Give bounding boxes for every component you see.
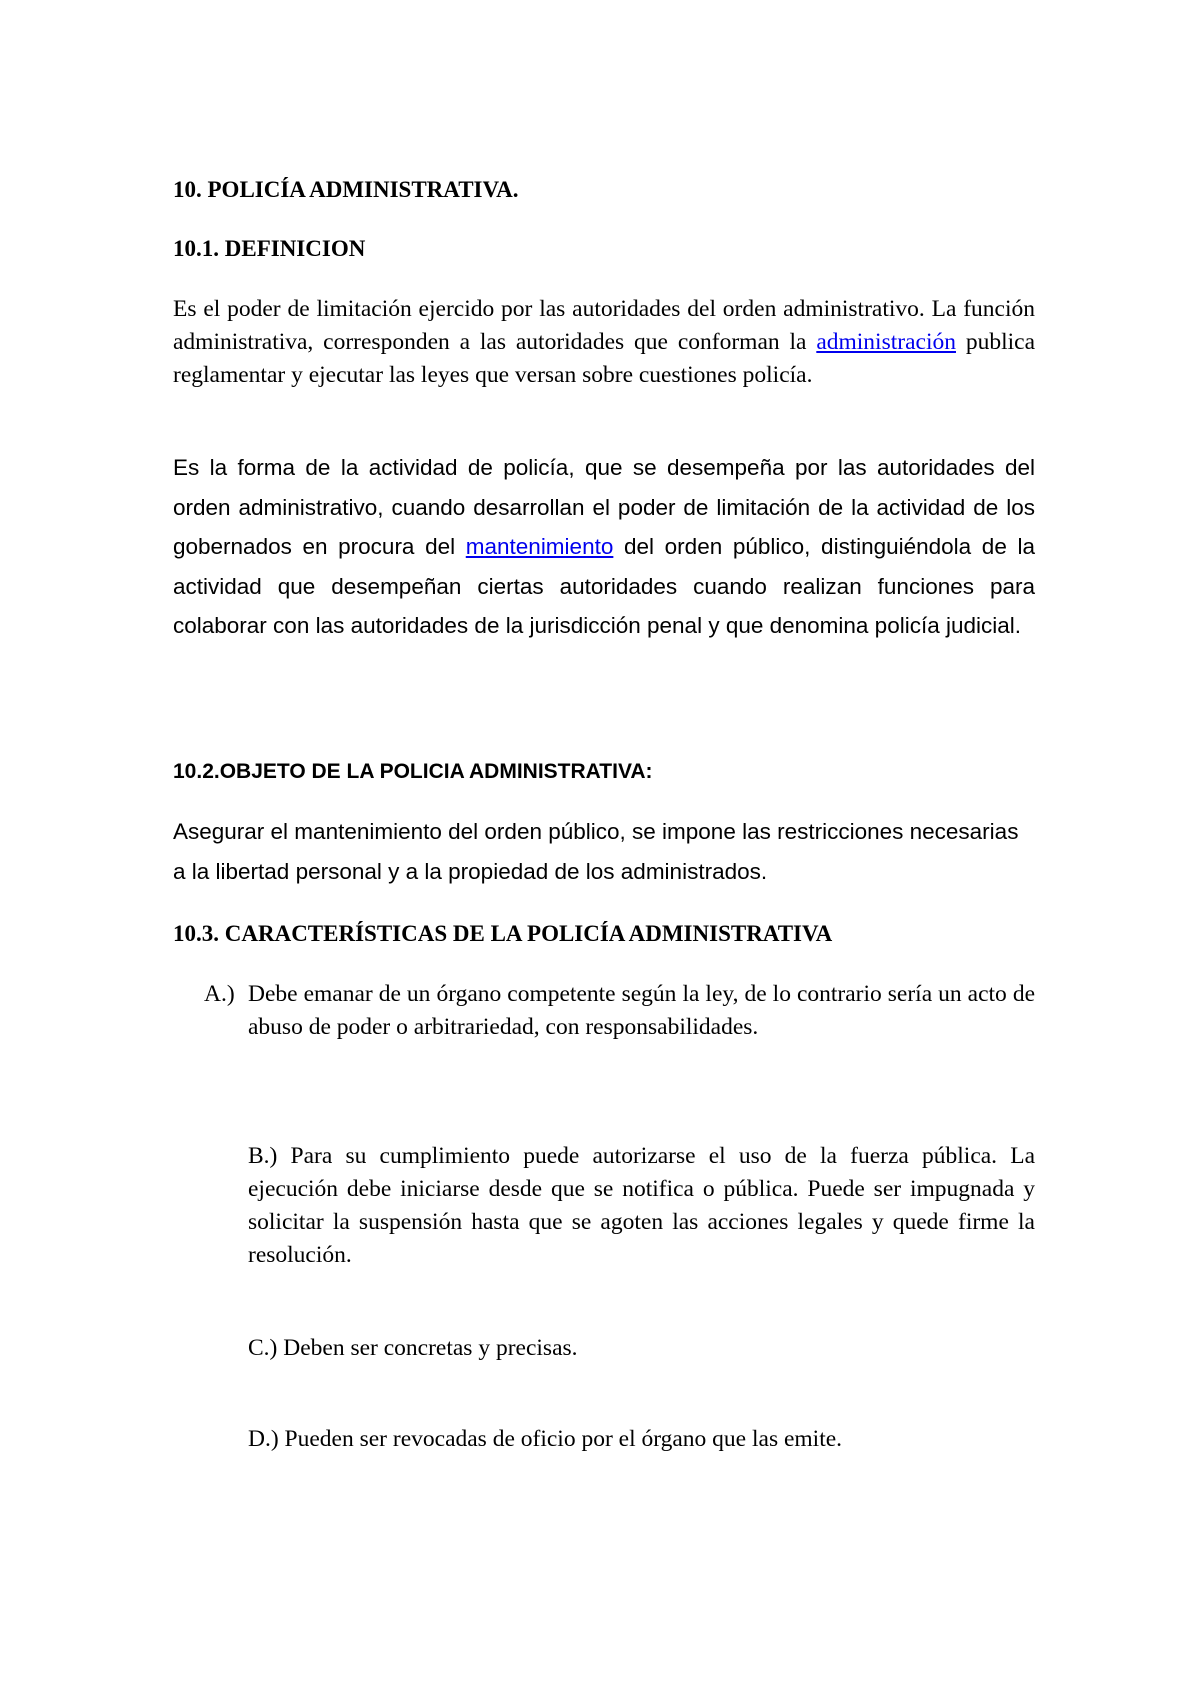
mantenimiento-link[interactable]: mantenimiento <box>465 534 614 559</box>
definition-paragraph-1 <box>173 293 1035 392</box>
definition-heading: 10.1. DEFINICION <box>173 236 366 261</box>
administracion-link[interactable]: administración <box>816 329 956 355</box>
characteristic-item-d: D.) Pueden ser revocadas de oficio por el órgano que las emite. <box>248 1426 843 1452</box>
characteristic-item-c: C.) Deben ser concretas y precisas. <box>248 1335 578 1361</box>
definition-paragraph-2 <box>173 448 1035 646</box>
characteristic-item-a: Debe emanar de un órgano competente según la ley, de lo contrario sería un acto de abuso de poder o arbitrariedad, con responsabilidades. <box>248 981 1035 1040</box>
item-a-marker: A.) <box>204 981 235 1007</box>
characteristic-item-b: B.) Para su cumplimiento puede autorizarse el uso de la fuerza pública. La ejecución debe iniciarse desde que se notifica o pública. Puede ser impugnada y solicitar la suspensión hasta que se agoten las acciones legales y quede firme la resolución. <box>248 1143 1035 1268</box>
main-heading: 10. POLICÍA ADMINISTRATIVA. <box>173 177 519 202</box>
object-heading: 10.2.OBJETO DE LA POLICIA ADMINISTRATIVA: <box>173 760 653 783</box>
characteristics-heading: 10.3. CARACTERÍSTICAS DE LA POLICÍA ADMINISTRATIVA <box>173 921 833 946</box>
para2-text-after: del orden público, distinguiéndola de la actividad que desempeñan ciertas autoridades cuando realizan funciones para colaborar con las autoridades de la jurisdicción penal y que denomina policía judicial. <box>173 534 1035 638</box>
para2-text-before: Es la forma de la actividad de policía, que se desempeña por las autoridades del orden administrativo, cuando desarrollan el poder de limitación de la actividad de los gobernados en procura del <box>173 455 1035 559</box>
object-paragraph: Asegurar el mantenimiento del orden público, se impone las restricciones necesarias a la libertad personal y a la propiedad de los administrados. <box>173 819 1019 884</box>
para1-text-after: publica reglamentar y ejecutar las leyes que versan sobre cuestiones policía. <box>173 329 1036 388</box>
para1-text-before: Es el poder de limitación ejercido por las autoridades del orden administrativo. La función administrativa, corresponden a las autoridades que conforman la <box>173 296 1035 355</box>
